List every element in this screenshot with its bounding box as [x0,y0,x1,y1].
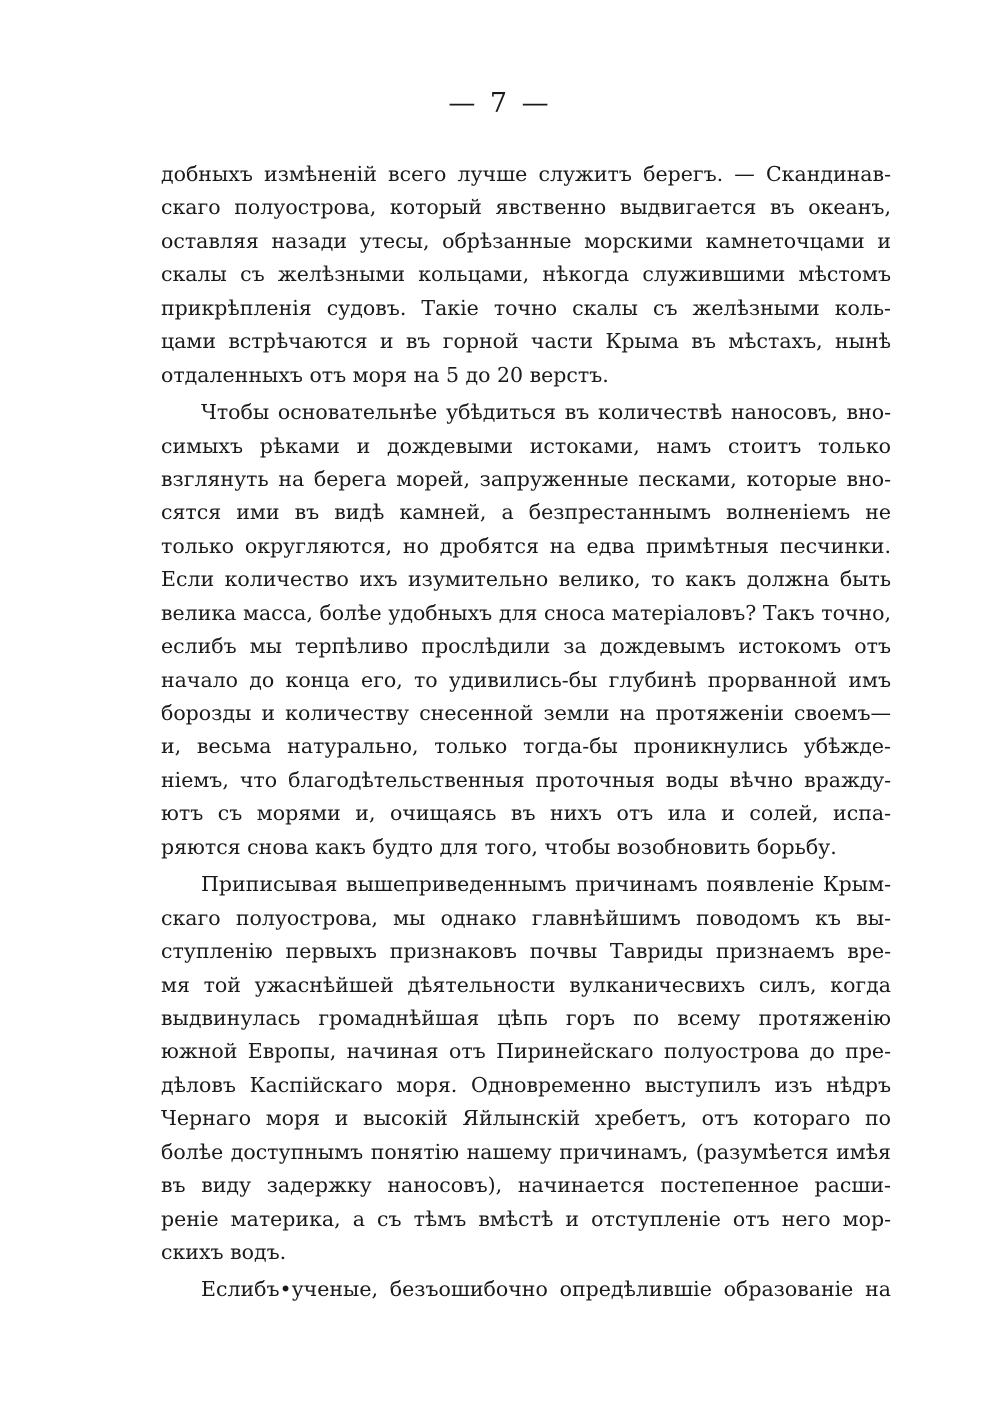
text-line: Если количество ихъ изумительно велико, то какъ должна быть [161,567,891,592]
text-line: цами встрѣчаются и въ горной части Крыма въ мѣстахъ, нынѣ [161,329,891,354]
text-line: еслибъ мы терпѣливо прослѣдили за дождевымъ истокомъ отъ [161,634,891,659]
text-line: ряются снова какъ будто для того, чтобы возобновить борьбу. [161,834,837,859]
page-number: — 7 — [448,88,552,119]
text-line: Чтобы основательнѣе убѣдиться въ количествѣ наносовъ, вно- [201,400,891,425]
text-line: Чернаго моря и высокій Яйлынскій хребетъ, отъ котораго по [161,1106,891,1131]
text-line: реніе материка, а съ тѣмъ вмѣстѣ и отступленіе отъ него мор- [161,1206,891,1231]
text-line: дѣловъ Каспійскаго моря. Одновременно выступилъ изъ нѣдръ [161,1072,891,1097]
text-line: добныхъ измѣненій всего лучше служитъ берегъ. — Скандинав- [161,162,891,186]
text-line: скаго полуострова, мы однако главнѣйшимъ поводомъ къ вы- [161,905,891,930]
paragraph [161,396,891,864]
text-line: южной Европы, начиная отъ Пиринейскаго полуострова до пре- [161,1039,891,1064]
text-line: отдаленныхъ отъ моря на 5 до 20 верстъ. [161,362,609,387]
text-line: сятся ими въ видѣ камней, а безпрестаннымъ волненіемъ не [161,500,891,525]
text-line: болѣе доступнымъ понятію нашему причинамъ, (разумѣется имѣя [161,1139,891,1164]
text-line: скихъ водъ. [161,1240,287,1264]
text-line: скаго полуострова, который явственно выдвигается въ океанъ, [161,195,891,220]
paragraph [161,868,891,1269]
text-line: ютъ съ морями и, очищаясь въ нихъ отъ ила и солей, испа- [161,801,891,826]
text-line: начало до конца его, то удивились-бы глубинѣ прорванной имъ [161,667,891,692]
text-line: ступленію первыхъ признаковъ почвы Тавриды признаемъ вре- [161,939,891,964]
text-line: Еслибъ•ученые, безъошибочно опредѣлившіе образованіе на [201,1277,891,1302]
text-line: оставляя назади утесы, обрѣзанные морскими камнеточцами и [161,228,891,253]
paragraph [161,1273,891,1306]
text-line: мя той ужаснѣйшей дѣятельности вулканичесвихъ силъ, когда [161,972,891,997]
paragraph [161,158,891,392]
text-line: и, весьма натурально, только тогда-бы проникнулись убѣжде- [161,734,891,759]
text-line: выдвинулась громаднѣйшая цѣпь горъ по всему протяженію [161,1005,891,1030]
text-line: Приписывая вышеприведеннымъ причинамъ появленіе Крым- [201,872,891,897]
text-line: симыхъ рѣками и дождевыми истоками, намъ стоитъ только [161,433,891,458]
text-line: только округляются, но дробятся на едва примѣтныя песчинки. [161,533,891,558]
text-line: ніемъ, что благодѣтельственныя проточныя воды вѣчно враждy- [161,767,891,792]
text-line: въ виду задержку наносовъ), начинается постепенное расши- [161,1173,891,1198]
text-line: прикрѣпленія судовъ. Такіе точно скалы съ желѣзными коль- [161,295,891,320]
text-line: взглянуть на берега морей, запруженные песками, которые вно- [161,466,891,491]
text-line: велика масса, болѣе удобныхъ для сноса матеріаловъ? Такъ точно, [161,600,891,625]
text-line: скалы съ желѣзными кольцами, нѣкогда служившими мѣстомъ [161,262,891,287]
body-text [161,158,891,1307]
text-line: борозды и количеству снесенной земли на протяженіи своемъ— [161,701,891,725]
